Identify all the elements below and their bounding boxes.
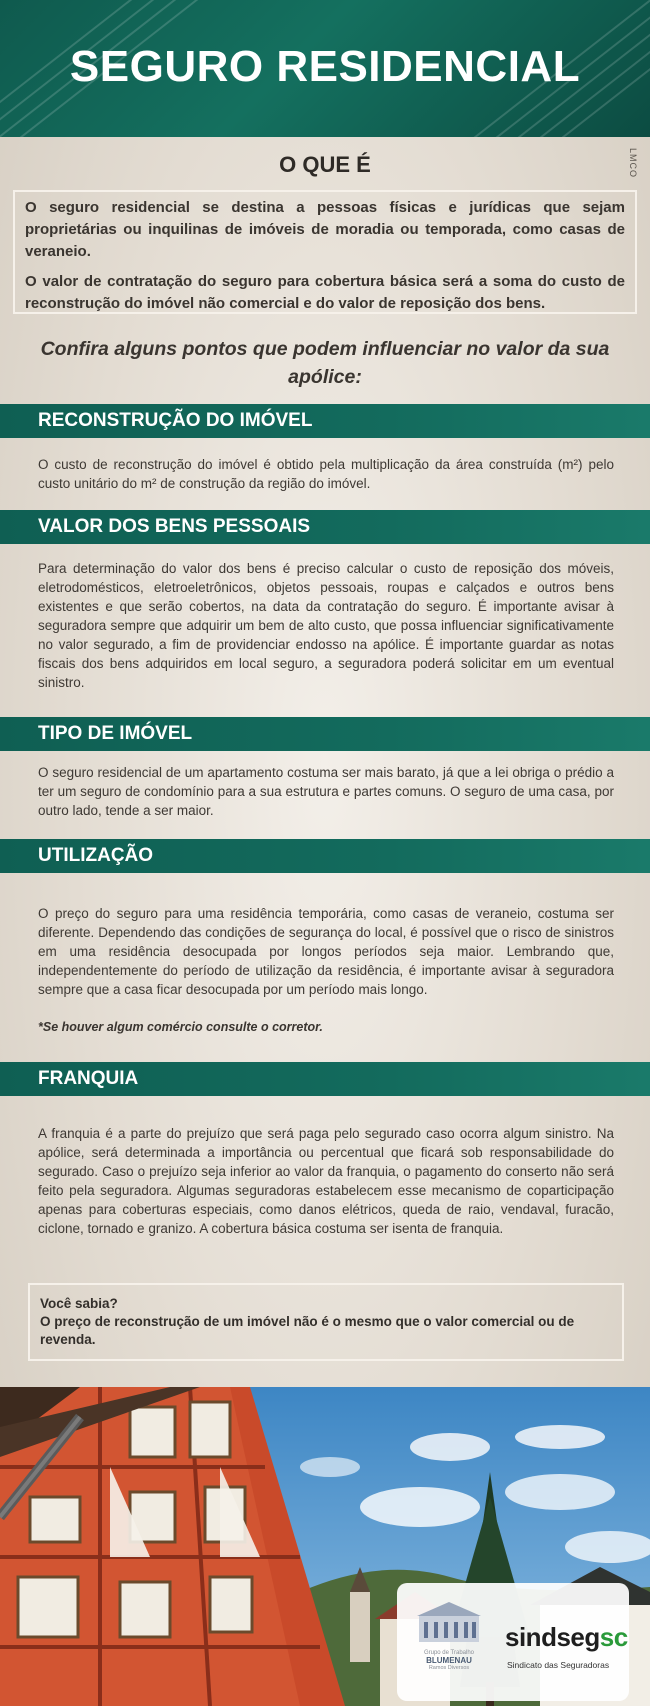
sindseg-main-text: sindseg [505,1622,600,1652]
section-title: RECONSTRUÇÃO DO IMÓVEL [38,410,313,431]
sindseg-sc-text: sc [599,1622,628,1652]
voce-sabia-answer: O preço de reconstrução de um imóvel não é o mesmo que o valor comercial ou de revenda. [40,1314,575,1347]
blumenau-top-label: Grupo de Trabalho [423,1650,475,1656]
blumenau-name: BLUMENAU [426,1656,472,1665]
credit-text: LMCO [628,148,638,179]
section-title: UTILIZAÇÃO [38,845,154,866]
section-bar-bens [0,510,650,544]
sindseg-logo [505,1622,628,1653]
section-title: TIPO DE IMÓVEL [38,723,193,744]
section-bar-tipo [0,717,650,751]
section-text-utilizacao: O preço do seguro para uma residência temporária, como casas de veraneio, costuma ser diferente. Dependendo das condições de segurança do local, é possível que o risco de sinistros em uma residência desocupada por longos períodos seja maior. Lembrando que, independentemente do período de utilização da residência, é importante avisar à seguradora sempre que a casa ficar desocupada por um período mais longo. [38,906,614,997]
section-title: VALOR DOS BENS PESSOAIS [38,516,311,537]
sindseg-subtitle: Sindicato das Seguradoras [507,1660,610,1670]
confira-heading: Confira alguns pontos que podem influenciar no valor da sua apólice: [40,338,610,388]
section-bar-franquia [0,1062,650,1096]
blumenau-logo [408,1598,490,1693]
section-bar-reconstrucao [0,404,650,438]
building-icon [414,1598,484,1646]
section-text-franquia: A franquia é a parte do prejuízo que será paga pelo segurado caso ocorra algum sinistro. Na apólice, será determinada a importância ou percentual que ficará sob responsabilidade do segurado. Caso o prejuízo seja inferior ao valor da franquia, o pagamento do conserto não será feito pela seguradora. Algumas seguradoras estabelecem esse mecanismo de coparticipação apenas para coberturas especiais, como danos elétricos, queda de raio, vendaval, furacão, ciclone, tornado e granizo. A cobertura básica costuma ser isenta de franquia. [38,1126,614,1236]
section-text-reconstrucao: O custo de reconstrução do imóvel é obtido pela multiplicação da área construída (m²) pelo custo unitário do m² de construção da região do imóvel. [38,457,614,491]
header-banner [0,0,650,137]
intro-paragraph-1: O seguro residencial se destina a pessoas físicas e jurídicas que sejam proprietárias ou inquilinas de imóveis de moradia ou temporada, como casas de veraneio. [25,199,625,260]
intro-box [13,190,637,314]
voce-sabia-question: Você sabia? [40,1296,118,1311]
page-title: SEGURO RESIDENCIAL [69,42,581,91]
section-text-tipo: O seguro residencial de um apartamento costuma ser mais barato, já que a lei obriga o prédio a ter um seguro de condomínio para a sua estrutura e partes comuns. O seguro de uma casa, por outro lado, tende a ser maior. [38,765,614,818]
intro-paragraph-2: O valor de contratação do seguro para cobertura básica será a soma do custo de reconstrução do imóvel não comercial e do valor de reposição dos bens. [25,273,625,312]
section-title: FRANQUIA [38,1068,139,1089]
voce-sabia-box [28,1283,624,1361]
blumenau-sub: Ramos Diversos [428,1665,470,1671]
section-text-bens: Para determinação do valor dos bens é preciso calcular o custo de reposição dos móveis, eletrodomésticos, eletroeletrônicos, objetos pessoais, roupas e calçados e outros bens existentes e que serão cobertos, na data da contratação do seguro. É importante avisar à seguradora sempre que adquirir um bem de alto custo, que possa influenciar significativamente no valor segurado, a fim de providenciar endosso na apólice. É importante guardar as notas fiscais dos bens adquiridos em local seguro, a seguradora poderá solicitar em um eventual sinistro. [38,561,614,690]
utilizacao-note: *Se houver algum comércio consulte o corretor. [38,1020,323,1034]
intro-title: O QUE É [279,152,371,177]
section-bar-utilizacao [0,839,650,873]
